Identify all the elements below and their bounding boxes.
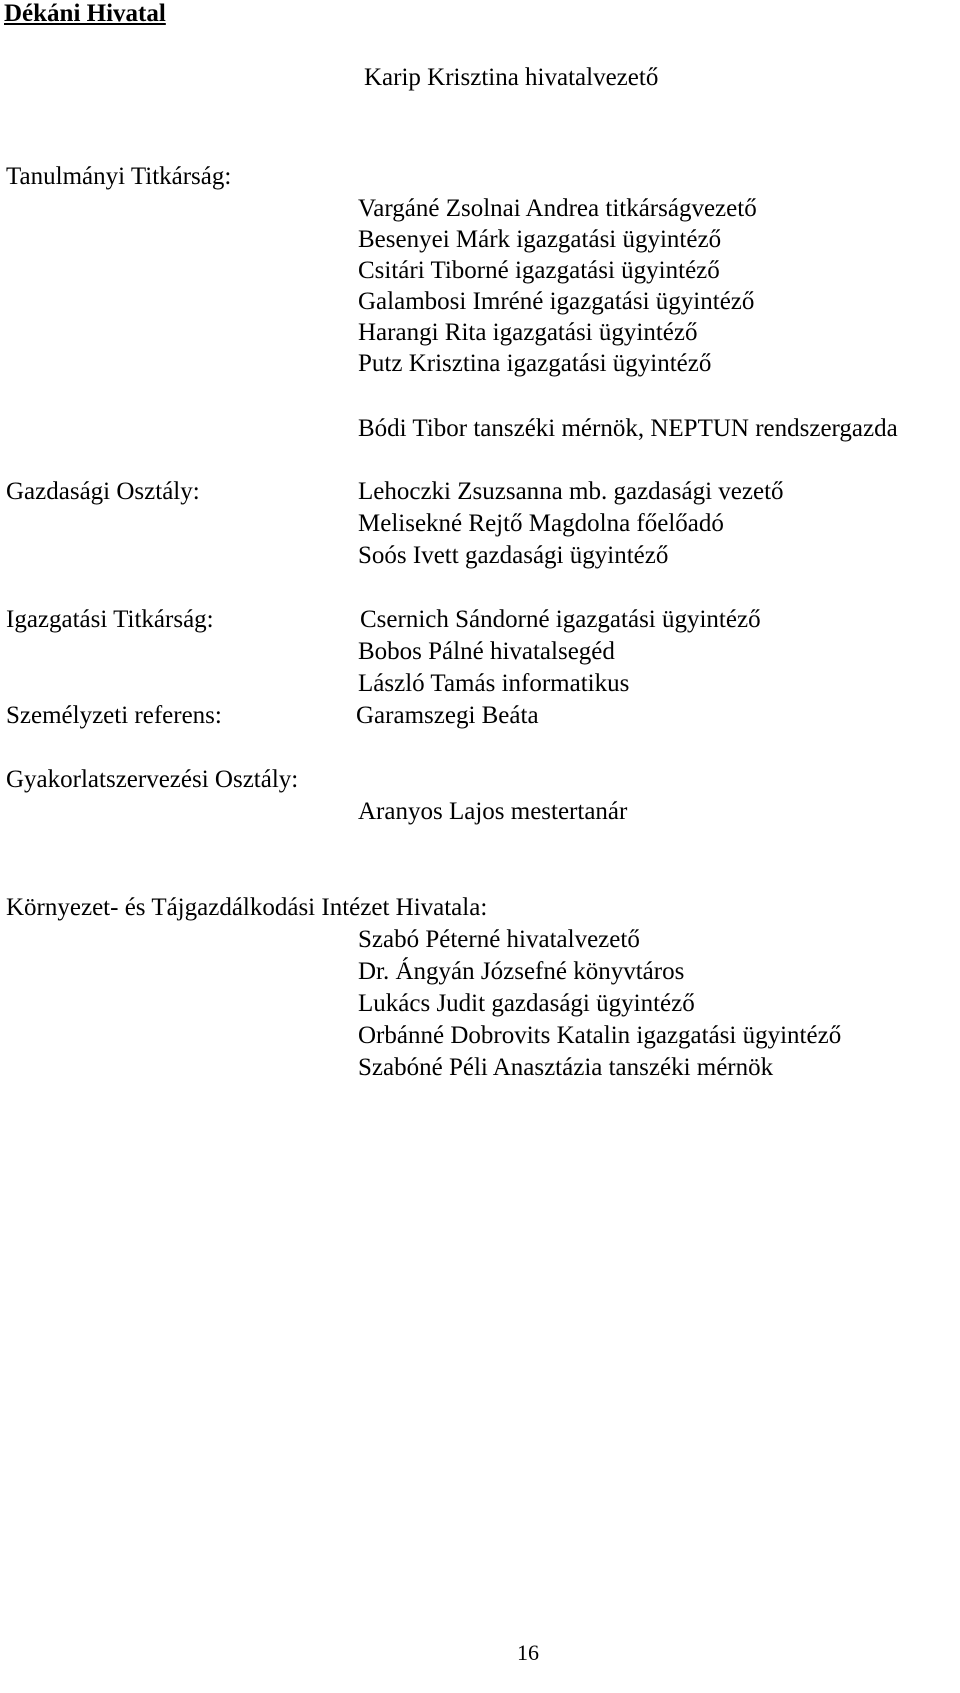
staff-member: László Tamás informatikus (358, 670, 630, 697)
staff-member: Putz Krisztina igazgatási ügyintéző (358, 350, 712, 377)
section-label-igazgatasi: Igazgatási Titkárság: (6, 606, 214, 633)
staff-member: Aranyos Lajos mestertanár (358, 798, 628, 825)
staff-member: Csernich Sándorné igazgatási ügyintéző (360, 606, 761, 633)
page-number: 16 (517, 1640, 539, 1665)
staff-member: Garamszegi Beáta (356, 702, 539, 729)
section-label-szemelyzeti: Személyzeti referens: (6, 702, 222, 729)
section-label-kornyezet: Környezet- és Tájgazdálkodási Intézet Hivatala: (6, 894, 488, 921)
staff-member: Bódi Tibor tanszéki mérnök, NEPTUN rendszergazda (358, 415, 898, 442)
staff-member: Szabóné Péli Anasztázia tanszéki mérnök (358, 1054, 774, 1081)
section-label-gyakorlat: Gyakorlatszervezési Osztály: (6, 766, 299, 793)
staff-member: Soós Ivett gazdasági ügyintéző (358, 542, 669, 569)
staff-member: Lukács Judit gazdasági ügyintéző (358, 990, 695, 1017)
staff-member: Galambosi Imréné igazgatási ügyintéző (358, 288, 755, 315)
staff-member: Bobos Pálné hivatalsegéd (358, 638, 615, 665)
staff-member: Lehoczki Zsuzsanna mb. gazdasági vezető (358, 478, 784, 505)
section-label-tanulmanyi: Tanulmányi Titkárság: (6, 163, 232, 190)
section-label-gazdasagi: Gazdasági Osztály: (6, 478, 200, 505)
staff-member: Harangi Rita igazgatási ügyintéző (358, 319, 698, 346)
head-of-office: Karip Krisztina hivatalvezető (364, 64, 659, 91)
staff-member: Szabó Péterné hivatalvezető (358, 926, 640, 953)
staff-member: Dr. Ángyán Józsefné könyvtáros (358, 958, 685, 985)
staff-member: Csitári Tiborné igazgatási ügyintéző (358, 257, 720, 284)
staff-member: Orbánné Dobrovits Katalin igazgatási ügyintéző (358, 1022, 842, 1049)
staff-member: Besenyei Márk igazgatási ügyintéző (358, 226, 722, 253)
staff-member: Vargáné Zsolnai Andrea titkárságvezető (358, 195, 757, 222)
staff-member: Melisekné Rejtő Magdolna főelőadó (358, 510, 724, 537)
document-heading: Dékáni Hivatal (4, 0, 166, 27)
